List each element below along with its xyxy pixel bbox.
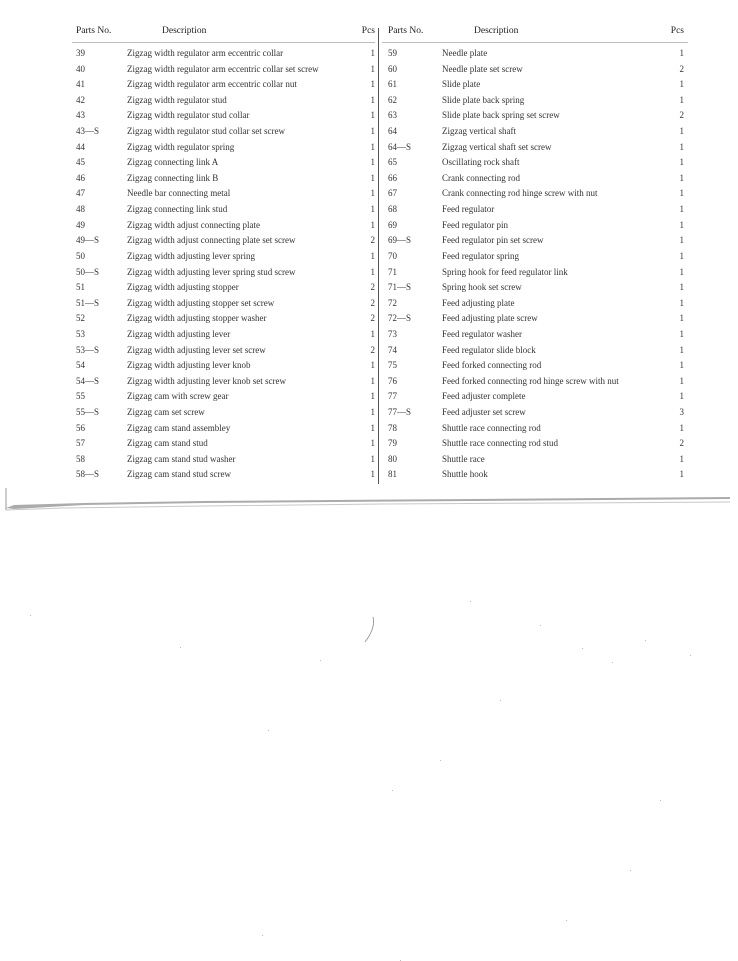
- part-quantity: 3: [679, 407, 684, 418]
- table-row: [382, 452, 688, 468]
- part-quantity: 1: [370, 391, 375, 402]
- part-quantity: 1: [679, 219, 684, 230]
- part-quantity: 1: [370, 63, 375, 74]
- part-number: 67: [388, 188, 397, 199]
- table-row: [72, 405, 375, 421]
- table-row: [72, 171, 375, 187]
- part-description: Zigzag cam set screw: [127, 407, 205, 418]
- parts-rows: [72, 46, 375, 483]
- table-row: [72, 421, 375, 437]
- pencil-mark: [360, 615, 380, 645]
- part-number: 61: [388, 79, 397, 90]
- part-number: 54: [76, 360, 85, 371]
- part-number: 54—S: [76, 375, 100, 386]
- table-row: [382, 62, 688, 78]
- part-description: Crank connecting rod hinge screw with nut: [442, 188, 598, 199]
- part-quantity: 1: [679, 266, 684, 277]
- table-row: [382, 467, 688, 483]
- scan-speck: [540, 625, 541, 626]
- table-row: [72, 249, 375, 265]
- part-description: Zigzag width regulator arm eccentric collar nut: [127, 79, 297, 90]
- part-description: Zigzag connecting link A: [127, 157, 219, 168]
- part-quantity: 2: [370, 235, 375, 246]
- part-quantity: 1: [370, 328, 375, 339]
- part-number: 69: [388, 219, 397, 230]
- part-quantity: 2: [679, 110, 684, 121]
- part-quantity: 2: [679, 63, 684, 74]
- part-quantity: 2: [370, 344, 375, 355]
- part-description: Zigzag width adjusting lever knob: [127, 360, 251, 371]
- part-description: Feed regulator spring: [442, 250, 519, 261]
- table-row: [72, 389, 375, 405]
- part-description: Zigzag width regulator arm eccentric collar: [127, 48, 284, 58]
- part-description: Zigzag width adjusting stopper: [127, 282, 239, 293]
- part-number: 76: [388, 375, 397, 386]
- part-quantity: 2: [370, 297, 375, 308]
- part-number: 49—S: [76, 235, 100, 246]
- part-quantity: 1: [679, 172, 684, 183]
- part-description: Feed adjuster complete: [442, 391, 526, 402]
- header-pcs: Pcs: [361, 26, 375, 36]
- part-description: Feed regulator: [442, 204, 495, 215]
- part-description: Zigzag cam stand stud: [127, 438, 208, 449]
- part-description: Zigzag connecting link B: [127, 172, 219, 183]
- part-description: Feed regulator washer: [442, 328, 522, 339]
- part-description: Zigzag width adjust connecting plate: [127, 219, 260, 230]
- part-number: 60: [388, 63, 397, 74]
- part-quantity: 1: [679, 250, 684, 261]
- part-description: Slide plate: [442, 79, 481, 90]
- part-description: Zigzag cam stand assembley: [127, 422, 231, 433]
- part-description: Zigzag width adjusting lever spring: [127, 250, 255, 261]
- part-number: 51—S: [76, 297, 100, 308]
- part-description: Zigzag vertical shaft: [442, 126, 516, 137]
- table-row: [72, 280, 375, 296]
- table-row: [382, 327, 688, 343]
- part-description: Zigzag width adjust connecting plate set screw: [127, 235, 296, 246]
- part-description: Oscillating rock shaft: [442, 157, 520, 168]
- part-description: Zigzag width regulator spring: [127, 141, 235, 152]
- table-row: [72, 46, 375, 62]
- part-number: 77—S: [388, 407, 412, 418]
- part-quantity: 1: [370, 422, 375, 433]
- part-description: Shuttle hook: [442, 469, 488, 480]
- table-row: [72, 233, 375, 249]
- part-description: Feed regulator slide block: [442, 344, 536, 355]
- table-row: [72, 62, 375, 78]
- part-quantity: 1: [370, 79, 375, 90]
- part-number: 62: [388, 94, 397, 105]
- part-number: 46: [76, 172, 85, 183]
- part-description: Shuttle race connecting rod stud: [442, 438, 558, 449]
- table-row: [72, 265, 375, 281]
- part-description: Zigzag cam stand stud screw: [127, 469, 231, 480]
- part-number: 41: [76, 79, 85, 90]
- part-quantity: 1: [679, 157, 684, 168]
- part-number: 70: [388, 250, 397, 261]
- table-row: [382, 296, 688, 312]
- table-row: [382, 218, 688, 234]
- scan-speck: [612, 662, 613, 663]
- table-row: [72, 327, 375, 343]
- table-row: [382, 280, 688, 296]
- part-quantity: 1: [370, 141, 375, 152]
- table-row: [72, 467, 375, 483]
- table-row: [382, 124, 688, 140]
- part-number: 58—S: [76, 469, 100, 480]
- part-description: Feed adjusting plate: [442, 297, 515, 308]
- scan-speck: [440, 760, 441, 761]
- part-quantity: 1: [679, 344, 684, 355]
- part-quantity: 1: [679, 204, 684, 215]
- part-number: 57: [76, 438, 85, 449]
- part-description: Zigzag width adjusting stopper set screw: [127, 297, 275, 308]
- part-number: 80: [388, 453, 397, 464]
- part-number: 50—S: [76, 266, 100, 277]
- header-rule: [382, 42, 688, 43]
- table-row: [382, 311, 688, 327]
- part-number: 53—S: [76, 344, 100, 355]
- parts-rows: [382, 46, 688, 483]
- part-description: Slide plate back spring: [442, 94, 525, 105]
- part-description: Slide plate back spring set screw: [442, 110, 560, 121]
- part-quantity: 1: [679, 235, 684, 246]
- part-quantity: 1: [679, 297, 684, 308]
- header-rule: [72, 42, 375, 43]
- part-description: Zigzag connecting link stud: [127, 204, 228, 215]
- part-description: Zigzag cam with screw gear: [127, 391, 229, 402]
- parts-column-left: [72, 26, 375, 488]
- scan-speck: [268, 730, 269, 731]
- part-number: 55—S: [76, 407, 100, 418]
- part-quantity: 1: [370, 204, 375, 215]
- column-header-row: [72, 26, 375, 42]
- table-row: [382, 93, 688, 109]
- part-description: Needle plate: [442, 48, 488, 58]
- part-number: 43—S: [76, 126, 100, 137]
- scan-speck: [660, 800, 661, 801]
- part-quantity: 1: [679, 453, 684, 464]
- part-number: 63: [388, 110, 397, 121]
- part-quantity: 1: [679, 188, 684, 199]
- part-quantity: 1: [370, 48, 375, 58]
- table-row: [382, 343, 688, 359]
- part-quantity: 1: [370, 94, 375, 105]
- part-description: Needle plate set screw: [442, 63, 523, 74]
- table-row: [382, 358, 688, 374]
- part-quantity: 1: [370, 438, 375, 449]
- part-description: Feed forked connecting rod: [442, 360, 542, 371]
- scan-speck: [320, 660, 321, 661]
- part-quantity: 1: [370, 110, 375, 121]
- parts-table: [72, 26, 688, 488]
- table-row: [72, 93, 375, 109]
- part-quantity: 1: [679, 391, 684, 402]
- scan-bottom-edge: [4, 488, 732, 514]
- part-quantity: 1: [679, 94, 684, 105]
- header-parts-no: Parts No.: [388, 26, 424, 36]
- part-number: 49: [76, 219, 85, 230]
- part-quantity: 1: [370, 375, 375, 386]
- part-quantity: 1: [679, 313, 684, 324]
- table-row: [72, 202, 375, 218]
- part-quantity: 1: [370, 126, 375, 137]
- part-quantity: 1: [679, 282, 684, 293]
- scan-speck: [392, 790, 393, 791]
- table-row: [382, 436, 688, 452]
- part-quantity: 1: [370, 266, 375, 277]
- table-row: [382, 108, 688, 124]
- part-quantity: 1: [370, 469, 375, 480]
- part-number: 81: [388, 469, 397, 480]
- part-number: 71: [388, 266, 397, 277]
- part-quantity: 1: [370, 250, 375, 261]
- scan-speck: [630, 870, 631, 871]
- part-quantity: 1: [370, 360, 375, 371]
- table-row: [72, 358, 375, 374]
- part-description: Feed forked connecting rod hinge screw with nut: [442, 375, 619, 386]
- part-number: 39: [76, 48, 85, 58]
- table-row: [72, 77, 375, 93]
- part-description: Zigzag cam stand stud washer: [127, 453, 236, 464]
- table-row: [382, 140, 688, 156]
- table-row: [72, 452, 375, 468]
- table-row: [382, 389, 688, 405]
- part-number: 44: [76, 141, 85, 152]
- part-number: 45: [76, 157, 85, 168]
- part-number: 47: [76, 188, 85, 199]
- table-row: [72, 155, 375, 171]
- part-number: 53: [76, 328, 85, 339]
- scan-speck: [582, 648, 583, 649]
- part-number: 48: [76, 204, 85, 215]
- part-quantity: 2: [370, 282, 375, 293]
- scan-speck: [180, 647, 181, 648]
- part-description: Feed regulator pin: [442, 219, 508, 230]
- part-number: 58: [76, 453, 85, 464]
- header-description: Description: [474, 26, 519, 36]
- table-row: [72, 124, 375, 140]
- part-description: Spring hook for feed regulator link: [442, 266, 568, 277]
- part-description: Zigzag width regulator stud: [127, 94, 227, 105]
- table-row: [382, 249, 688, 265]
- table-row: [72, 436, 375, 452]
- column-header-row: [382, 26, 688, 42]
- scan-speck: [30, 615, 31, 616]
- table-row: [72, 108, 375, 124]
- part-number: 40: [76, 63, 85, 74]
- part-number: 66: [388, 172, 397, 183]
- part-number: 72: [388, 297, 397, 308]
- part-number: 79: [388, 438, 397, 449]
- table-row: [72, 343, 375, 359]
- part-quantity: 1: [370, 407, 375, 418]
- table-row: [72, 374, 375, 390]
- part-description: Feed regulator pin set screw: [442, 235, 544, 246]
- part-quantity: 1: [679, 126, 684, 137]
- part-number: 73: [388, 328, 397, 339]
- part-quantity: 1: [370, 188, 375, 199]
- part-number: 56: [76, 422, 85, 433]
- table-row: [72, 311, 375, 327]
- table-row: [382, 374, 688, 390]
- part-quantity: 2: [679, 438, 684, 449]
- part-number: 51: [76, 282, 85, 293]
- part-number: 64—S: [388, 141, 412, 152]
- table-row: [72, 218, 375, 234]
- table-row: [382, 155, 688, 171]
- part-number: 52: [76, 313, 85, 324]
- part-number: 68: [388, 204, 397, 215]
- table-row: [382, 421, 688, 437]
- scan-speck: [470, 601, 471, 602]
- part-description: Zigzag vertical shaft set screw: [442, 141, 552, 152]
- part-description: Needle bar connecting metal: [127, 188, 231, 199]
- part-description: Zigzag width regulator stud collar: [127, 110, 250, 121]
- part-quantity: 1: [370, 157, 375, 168]
- part-quantity: 1: [679, 375, 684, 386]
- part-number: 69—S: [388, 235, 412, 246]
- part-description: Crank connecting rod: [442, 172, 520, 183]
- table-row: [382, 171, 688, 187]
- table-row: [382, 233, 688, 249]
- table-row: [382, 405, 688, 421]
- part-description: Shuttle race connecting rod: [442, 422, 541, 433]
- part-description: Zigzag width adjusting lever set screw: [127, 344, 266, 355]
- part-number: 77: [388, 391, 397, 402]
- part-description: Zigzag width adjusting lever: [127, 328, 231, 339]
- part-description: Zigzag width regulator arm eccentric collar set screw: [127, 63, 319, 74]
- table-row: [382, 186, 688, 202]
- part-number: 75: [388, 360, 397, 371]
- part-quantity: 1: [679, 360, 684, 371]
- part-quantity: 1: [370, 453, 375, 464]
- table-row: [382, 202, 688, 218]
- table-row: [72, 140, 375, 156]
- part-description: Zigzag width adjusting lever knob set screw: [127, 375, 286, 386]
- scan-speck: [500, 700, 501, 701]
- part-description: Feed adjusting plate screw: [442, 313, 538, 324]
- part-number: 55: [76, 391, 85, 402]
- part-number: 78: [388, 422, 397, 433]
- table-row: [382, 77, 688, 93]
- part-quantity: 1: [679, 328, 684, 339]
- part-description: Zigzag width adjusting lever spring stud screw: [127, 266, 296, 277]
- parts-column-right: [382, 26, 688, 488]
- part-description: Spring hook set screw: [442, 282, 522, 293]
- part-quantity: 1: [679, 469, 684, 480]
- part-number: 59: [388, 48, 397, 58]
- column-divider: [378, 28, 379, 484]
- scan-speck: [262, 935, 263, 936]
- scan-speck: [645, 640, 646, 641]
- header-description: Description: [162, 26, 207, 36]
- part-quantity: 1: [370, 219, 375, 230]
- part-number: 43: [76, 110, 85, 121]
- header-parts-no: Parts No.: [76, 26, 112, 36]
- scan-speck: [566, 920, 567, 921]
- part-quantity: 1: [679, 48, 684, 58]
- scan-speck: [690, 655, 691, 656]
- part-quantity: 2: [370, 313, 375, 324]
- part-number: 64: [388, 126, 397, 137]
- header-pcs: Pcs: [670, 26, 684, 36]
- part-quantity: 1: [679, 79, 684, 90]
- part-description: Zigzag width regulator stud collar set screw: [127, 126, 285, 137]
- part-number: 50: [76, 250, 85, 261]
- part-description: Feed adjuster set screw: [442, 407, 526, 418]
- part-number: 74: [388, 344, 397, 355]
- part-description: Zigzag width adjusting stopper washer: [127, 313, 267, 324]
- table-row: [382, 265, 688, 281]
- part-number: 65: [388, 157, 397, 168]
- part-quantity: 1: [679, 422, 684, 433]
- part-number: 42: [76, 94, 85, 105]
- table-row: [72, 186, 375, 202]
- part-number: 72—S: [388, 313, 412, 324]
- part-quantity: 1: [679, 141, 684, 152]
- table-row: [72, 296, 375, 312]
- part-number: 71—S: [388, 282, 412, 293]
- table-row: [382, 46, 688, 62]
- part-description: Shuttle race: [442, 453, 485, 464]
- part-quantity: 1: [370, 172, 375, 183]
